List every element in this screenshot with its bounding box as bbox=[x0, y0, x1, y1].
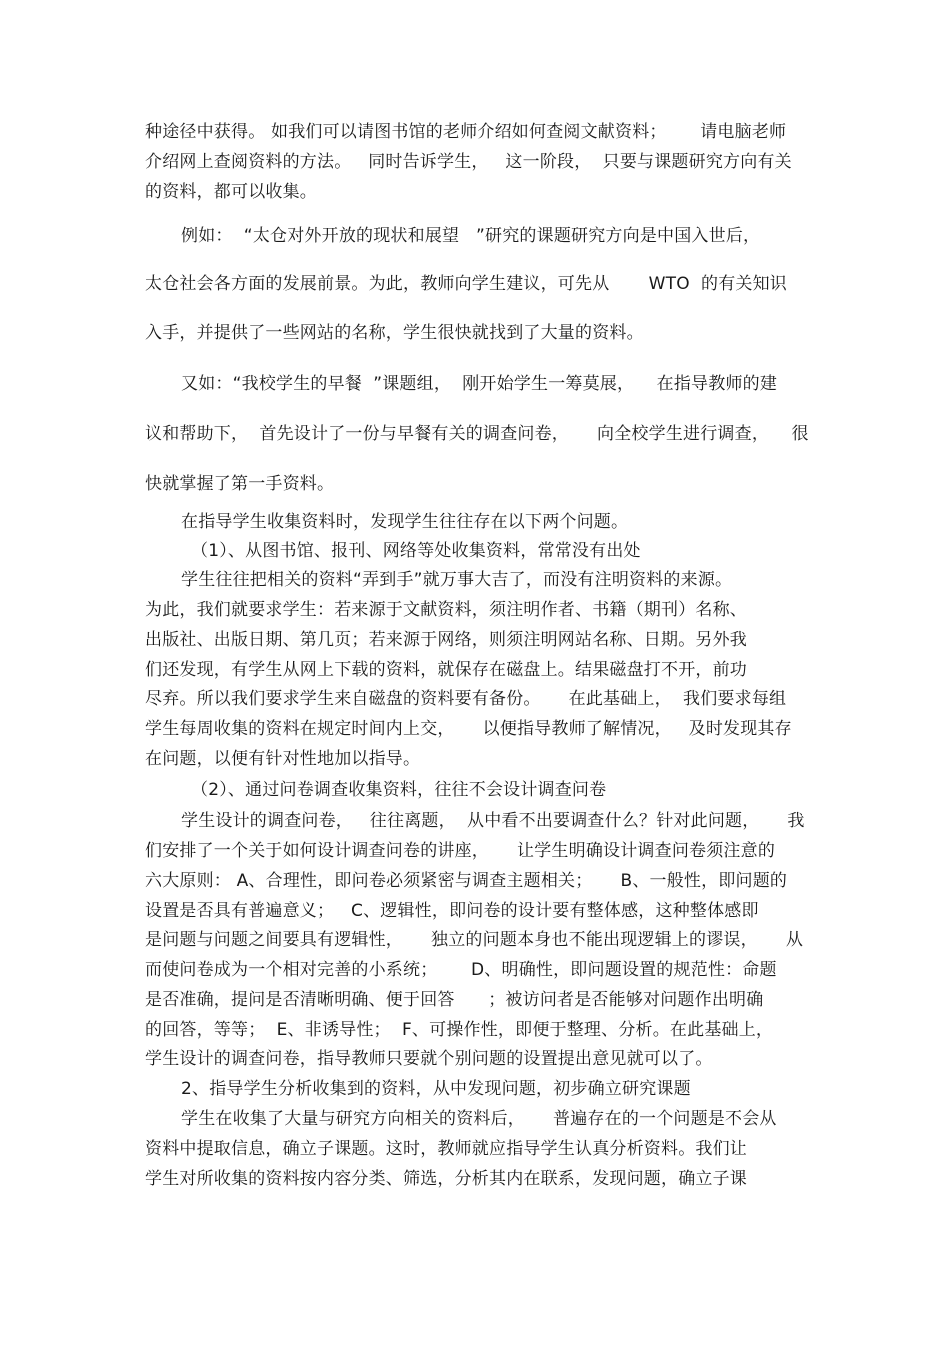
text-line: 议和帮助下， 首先设计了一份与早餐有关的调查问卷， 向全校学生进行调查， 很 bbox=[145, 424, 809, 444]
text-line: 学生每周收集的资料在规定时间内上交， 以便指导教师了解情况， 及时发现其存 bbox=[145, 719, 792, 739]
text-line: 在指导学生收集资料时，发现学生往往存在以下两个问题。 bbox=[181, 512, 629, 532]
text-line: 的资料，都可以收集。 bbox=[145, 182, 317, 202]
text-line: 的回答，等等； E、非诱导性； F、可操作性，即便于整理、分析。在此基础上， bbox=[145, 1020, 774, 1040]
text-line: 学生设计的调查问卷， 往往离题， 从中看不出要调查什么？针对此问题， 我 bbox=[181, 811, 805, 831]
text-line: 入手，并提供了一些网站的名称，学生很快就找到了大量的资料。 bbox=[145, 323, 644, 343]
text-line: 们安排了一个关于如何设计调查问卷的讲座， 让学生明确设计调查问卷须注意的 bbox=[145, 841, 776, 861]
section-heading: 2、指导学生分析收集到的资料，从中发现问题，初步确立研究课题 bbox=[181, 1079, 691, 1099]
text-line: 而使问卷成为一个相对完善的小系统； D、明确性，即问题设置的规范性：命题 bbox=[145, 960, 777, 980]
text-line: 种途径中获得。 如我们可以请图书馆的老师介绍如何查阅文献资料； 请电脑老师 bbox=[145, 122, 787, 142]
text-line: 介绍网上查阅资料的方法。 同时告诉学生， 这一阶段， 只要与课题研究方向有关 bbox=[145, 152, 792, 172]
text-line: 在问题，以便有针对性地加以指导。 bbox=[145, 749, 421, 769]
text-line: 资料中提取信息，确立子课题。这时，教师就应指导学生认真分析资料。我们让 bbox=[145, 1139, 747, 1159]
text-line: 尽弃。所以我们要求学生来自磁盘的资料要有备份。 在此基础上， 我们要求每组 bbox=[145, 689, 787, 709]
text-line: 出版社、出版日期、第几页；若来源于网络，则须注明网站名称、日期。另外我 bbox=[145, 630, 747, 650]
text-line: 学生对所收集的资料按内容分类、筛选，分析其内在联系，发现问题，确立子课 bbox=[145, 1169, 747, 1189]
text-line: 快就掌握了第一手资料。 bbox=[145, 474, 335, 494]
text-line: 学生设计的调查问卷，指导教师只要就个别问题的设置提出意见就可以了。 bbox=[145, 1049, 713, 1069]
text-line: 学生在收集了大量与研究方向相关的资料后， 普遍存在的一个问题是不会从 bbox=[181, 1109, 777, 1129]
text-line: 学生往往把相关的资料“弄到手”就万事大吉了，而没有注明资料的来源。 bbox=[181, 570, 733, 590]
text-line: 们还发现，有学生从网上下载的资料，就保存在磁盘上。结果磁盘打不开，前功 bbox=[145, 660, 747, 680]
text-line: 又如：“我校学生的早餐 ”课题组， 刚开始学生一筹莫展， 在指导教师的建 bbox=[181, 374, 778, 394]
text-line: 设置是否具有普遍意义； C、逻辑性，即问卷的设计要有整体感，这种整体感即 bbox=[145, 901, 759, 921]
text-line: 太仓社会各方面的发展前景。为此，教师向学生建议，可先从 WTO 的有关知识 bbox=[145, 274, 788, 294]
section-heading: （2）、通过问卷调查收集资料，往往不会设计调查问卷 bbox=[191, 780, 607, 800]
text-line: 六大原则： A、合理性，即问卷必须紧密与调查主题相关； B、一般性，即问题的 bbox=[145, 871, 788, 891]
text-line: 例如： “太仓对外开放的现状和展望 ”研究的课题研究方向是中国入世后， bbox=[181, 226, 761, 246]
text-line: 是问题与问题之间要具有逻辑性， 独立的问题本身也不能出现逻辑上的谬误， 从 bbox=[145, 930, 804, 950]
text-line: 是否准确，提问是否清晰明确、便于回答 ；被访问者是否能够对问题作出明确 bbox=[145, 990, 764, 1010]
section-heading: （1）、从图书馆、报刊、网络等处收集资料，常常没有出处 bbox=[191, 541, 641, 561]
text-line: 为此，我们就要求学生：若来源于文献资料，须注明作者、书籍（期刊）名称、 bbox=[145, 600, 747, 620]
